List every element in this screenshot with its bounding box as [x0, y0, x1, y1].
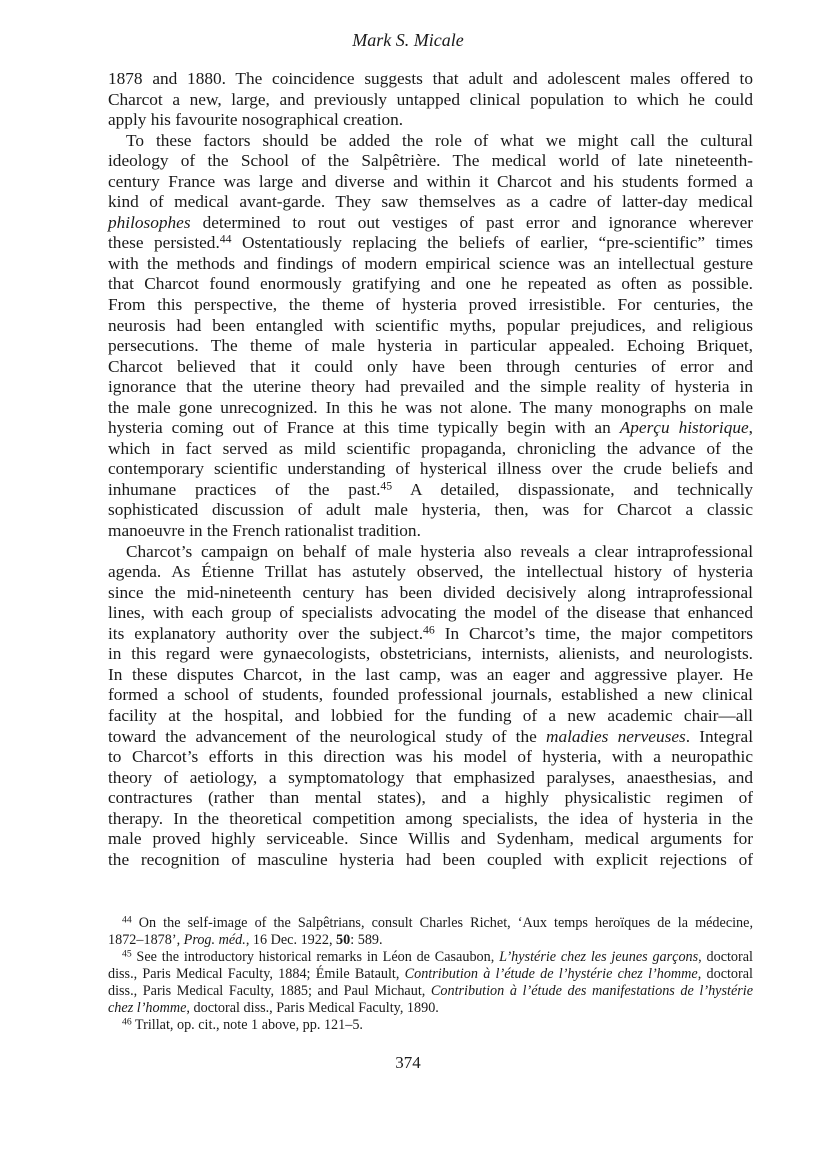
- text-line: [108, 233, 753, 254]
- text-run: inhumane practices of the past.: [108, 479, 381, 499]
- text-run: Charcot believed that it could only have been through centuries of error and: [108, 356, 753, 376]
- text-run: To these factors should be added the role of what we might call the cultural: [126, 130, 753, 150]
- text-line: [108, 274, 753, 295]
- text-run: Charcot a new, large, and previously untapped clinical population to which he could: [108, 89, 753, 109]
- text-run: determined to rout out vestiges of past error and ignorance wherever: [190, 212, 753, 232]
- text-line: [108, 357, 753, 378]
- text-line: [108, 727, 753, 748]
- text-run: the male gone unrecognized. In this he was not alone. The many monographs on male: [108, 397, 753, 417]
- text-run: facility at the hospital, and lobbied for the funding of a new academic chair—all: [108, 705, 753, 725]
- text-line: [108, 295, 753, 316]
- text-run: hysteria coming out of France at this time typically begin with an: [108, 418, 620, 438]
- text-line: [108, 500, 753, 521]
- text-run: Charcot’s campaign on behalf of male hysteria also reveals a clear intraprofessional: [126, 541, 753, 561]
- text-line: [108, 788, 753, 809]
- text-run: manoeuvre in the French rationalist tradition.: [108, 521, 421, 541]
- text-run: that Charcot found enormously gratifying and one he repeated as often as possible.: [108, 274, 753, 294]
- text-run: , 16 Dec. 1922,: [245, 932, 337, 948]
- text-line: [108, 398, 753, 419]
- text-run: apply his favourite nosographical creation.: [108, 110, 404, 130]
- text-line: [108, 90, 753, 111]
- text-run: Ostentatiously replacing the beliefs of earlier, “pre-scientific” times: [231, 233, 754, 253]
- text-line: [108, 151, 753, 172]
- footnote-ref: 45: [380, 479, 393, 493]
- text-line: [108, 377, 753, 398]
- text-run: toward the advancement of the neurological study of the: [108, 726, 546, 746]
- italic-text: Aperçu historique: [619, 418, 749, 438]
- text-run: , doctoral: [697, 966, 753, 982]
- text-line: [108, 809, 753, 830]
- footnote-ref: 44: [219, 233, 232, 247]
- text-line: [108, 336, 753, 357]
- text-line: [108, 110, 753, 131]
- text-run: lines, with each group of specialists advocating the model of the disease that enhanced: [108, 603, 753, 623]
- text-run: ignorance that the uterine theory had prevailed and the simple reality of hysteria in: [108, 377, 753, 397]
- text-run: , doctoral diss., Paris Medical Faculty, 1890.: [186, 1000, 439, 1016]
- text-line: [108, 542, 753, 563]
- text-run: , doctoral: [698, 949, 753, 965]
- text-run: 1872–1878’,: [108, 932, 184, 948]
- text-line: [108, 850, 753, 871]
- italic-text: L’hystérie chez les jeunes garçons: [499, 949, 699, 965]
- text-line: [108, 829, 753, 850]
- text-line: [108, 768, 753, 789]
- italic-text: Contribution à l’étude des manifestations de l’hystérie: [430, 983, 753, 999]
- text-run: . Integral: [685, 726, 753, 746]
- body-text: [108, 69, 753, 870]
- text-run: 50: [336, 932, 351, 948]
- text-run: neurosis had been entangled with scientific myths, popular prejudices, and religious: [108, 315, 753, 335]
- text-run: See the introductory historical remarks in Léon de Casaubon,: [131, 949, 500, 965]
- text-line: [108, 624, 753, 645]
- text-line: [108, 131, 753, 152]
- text-line: [108, 747, 753, 768]
- text-run: ideology of the School of the Salpêtrière. The medical world of late nineteenth-: [108, 151, 753, 171]
- footnote-line: [108, 949, 753, 966]
- footnote-ref: 44: [122, 914, 132, 926]
- footnote-line: [108, 915, 753, 932]
- text-line: [108, 706, 753, 727]
- footnote-ref: 46: [122, 1016, 132, 1028]
- text-line: [108, 172, 753, 193]
- italic-text: philosophes: [108, 212, 191, 232]
- text-line: [108, 254, 753, 275]
- text-run: From this perspective, the theme of hysteria proved irresistible. For centuries, the: [108, 295, 753, 315]
- footnote-line: [108, 1017, 753, 1034]
- footnote-line: [108, 966, 753, 983]
- text-run: On the self-image of the Salpêtrians, consult Charles Richet, ‘Aux temps heroïques de la médecine,: [131, 915, 753, 931]
- text-run: persecutions. The theme of male hysteria in particular appealed. Echoing Briquet,: [108, 336, 753, 356]
- text-run: since the mid-nineteenth century has been divided decisively along intraprofessional: [108, 582, 753, 602]
- text-run: diss., Paris Medical Faculty, 1884; Émile Batault,: [108, 966, 405, 982]
- footnotes: [108, 915, 753, 1034]
- text-run: formed a school of students, founded professional journals, established a new clinical: [108, 685, 753, 705]
- text-run: diss., Paris Medical Faculty, 1885; and Paul Michaut,: [108, 983, 431, 999]
- text-line: [108, 665, 753, 686]
- text-run: which in fact served as mild scientific propaganda, chronicling the advance of the: [108, 438, 753, 458]
- text-run: A detailed, dispassionate, and technically: [392, 479, 753, 499]
- text-run: contractures (rather than mental states), and a highly physicalistic regimen of: [108, 788, 753, 808]
- footnote-line: [108, 932, 753, 949]
- text-run: theory of aetiology, a symptomatology that emphasized paralyses, anaesthesias, and: [108, 767, 753, 787]
- text-line: [108, 316, 753, 337]
- italic-text: Contribution à l’étude de l’hystérie chez l’homme: [404, 966, 698, 982]
- text-line: [108, 521, 753, 542]
- italic-text: Prog. méd.: [183, 932, 246, 948]
- text-run: with the methods and findings of modern empirical science was an intellectual gesture: [108, 253, 753, 273]
- text-run: century France was large and diverse and within it Charcot and his students formed a: [108, 171, 753, 191]
- text-line: [108, 644, 753, 665]
- italic-text: maladies nerveuses: [545, 726, 686, 746]
- text-run: its explanatory authority over the subject.: [108, 623, 424, 643]
- text-line: [108, 603, 753, 624]
- text-run: agenda. As Étienne Trillat has astutely observed, the intellectual history of hysteria: [108, 562, 753, 582]
- italic-text: chez l’homme: [108, 1000, 187, 1016]
- running-head: Mark S. Micale: [352, 30, 464, 50]
- footnote-line: [108, 983, 753, 1000]
- text-line: [108, 418, 753, 439]
- text-run: In these disputes Charcot, in the last camp, was an eager and aggressive player. He: [108, 664, 753, 684]
- footnote-ref: 46: [423, 623, 435, 637]
- text-run: sophisticated discussion of adult male hysteria, then, was for Charcot a classic: [108, 500, 753, 520]
- text-run: contemporary scientific understanding of hysterical illness over the crude beliefs and: [108, 459, 753, 479]
- footnote-ref: 45: [122, 948, 132, 960]
- text-line: [108, 439, 753, 460]
- text-run: 1878 and 1880. The coincidence suggests that adult and adolescent males offered to: [108, 69, 753, 88]
- text-run: therapy. In the theoretical competition among specialists, the idea of hysteria in the: [108, 808, 753, 828]
- text-run: in this regard were gynaecologists, obstetricians, internists, alienists, and neurologists.: [108, 644, 753, 664]
- text-run: In Charcot’s time, the major competitors: [434, 623, 753, 643]
- text-line: [108, 459, 753, 480]
- page-number: 374: [395, 1053, 421, 1072]
- text-run: to Charcot’s efforts in this direction was his model of hysteria, with a neuropathic: [108, 747, 753, 767]
- footnote-line: [108, 1000, 753, 1017]
- text-line: [108, 562, 753, 583]
- text-run: male proved highly serviceable. Since Willis and Sydenham, medical arguments for: [108, 829, 753, 849]
- text-run: : 589.: [350, 932, 383, 948]
- text-line: [108, 685, 753, 706]
- text-run: ,: [748, 418, 753, 438]
- text-run: these persisted.: [108, 233, 220, 253]
- text-line: [108, 213, 753, 234]
- text-line: [108, 583, 753, 604]
- text-run: the recognition of masculine hysteria had been coupled with explicit rejections of: [108, 849, 753, 869]
- text-line: [108, 192, 753, 213]
- text-line: [108, 480, 753, 501]
- text-run: kind of medical avant-garde. They saw themselves as a cadre of latter-day medical: [108, 192, 753, 212]
- text-line: [108, 69, 753, 90]
- text-run: Trillat, op. cit., note 1 above, pp. 121–5.: [131, 1017, 363, 1033]
